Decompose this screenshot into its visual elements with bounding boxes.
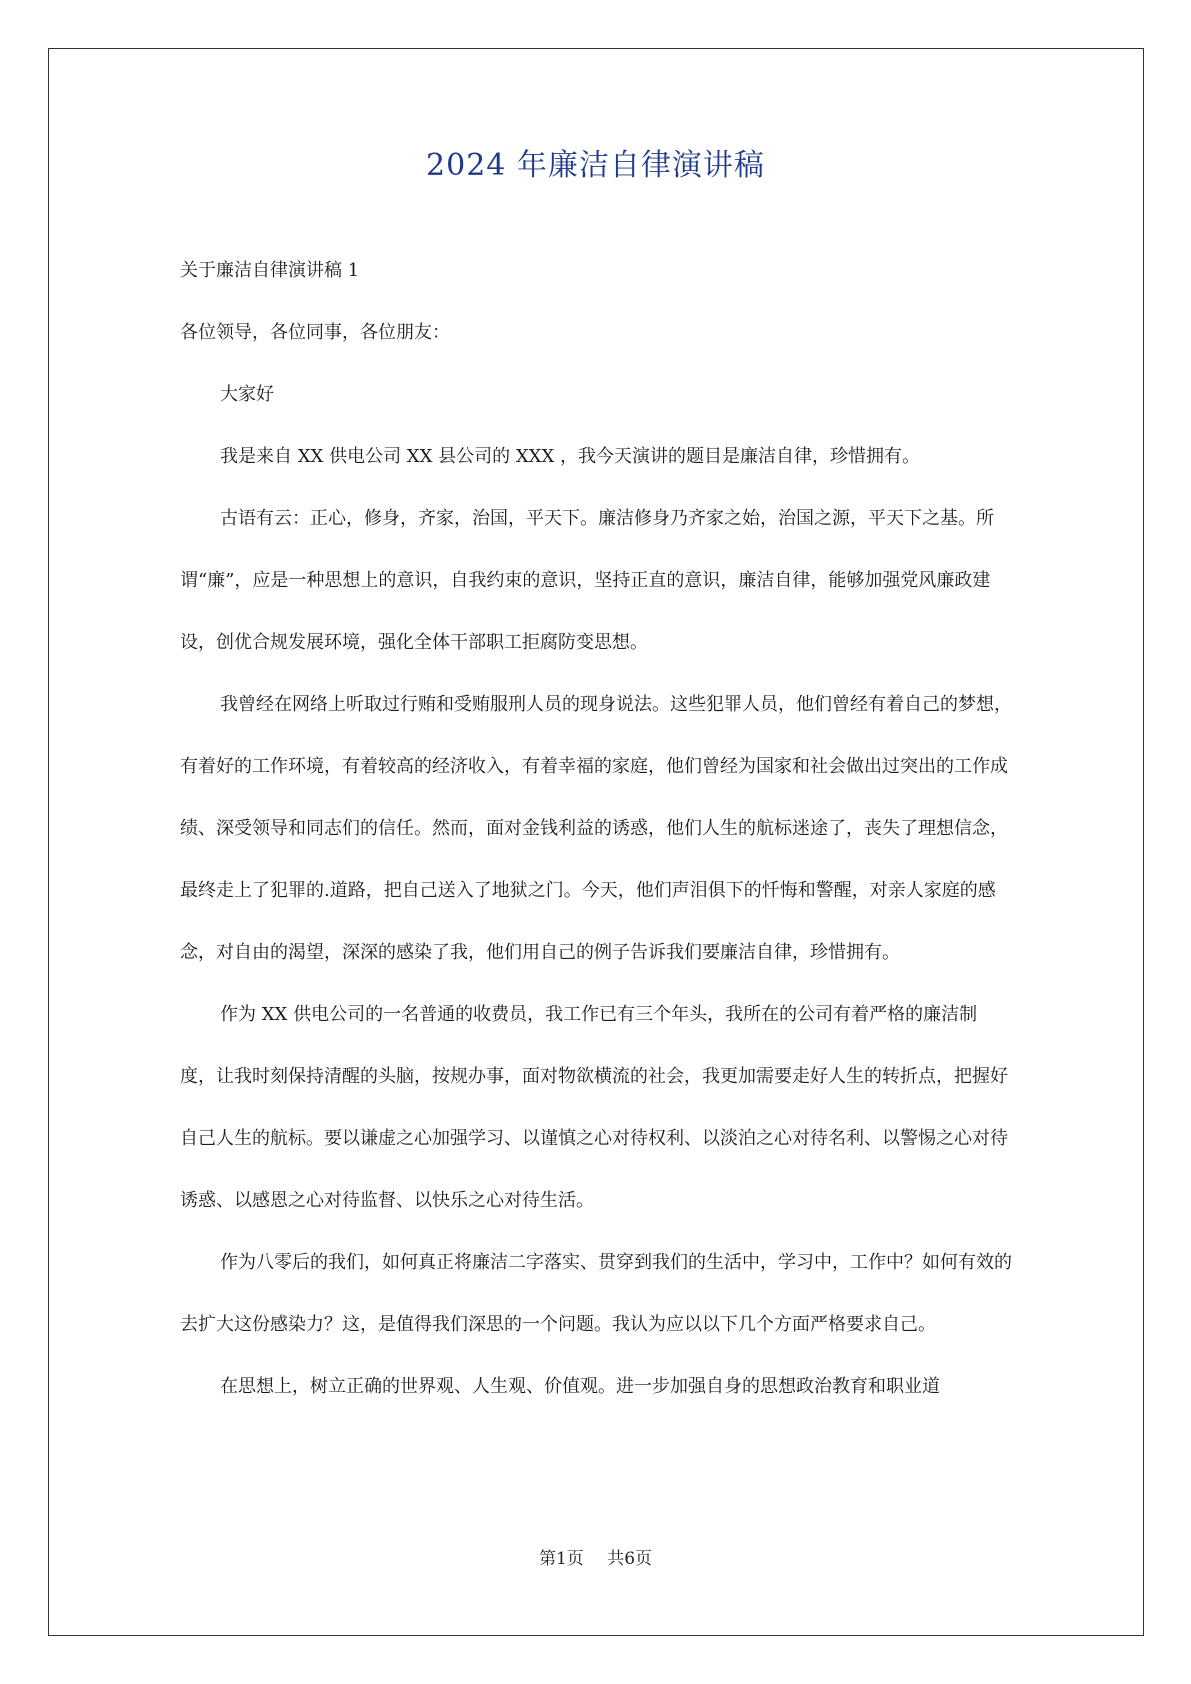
paragraph-introduction: 我是来自 XX 供电公司 XX 县公司的 XXX ，我今天演讲的题目是廉洁自律，珍惜拥有。 — [220, 446, 921, 467]
paragraph-ancient-saying: 古语有云：正心，修身，齐家，治国，平天下。廉洁修身乃齐家之始，治国之源，平天下之基。所谓“廉”，应是一种思想上的意识，自我约束的意识，坚持正直的意识，廉洁自律，能够加强党风廉政建设，创优合规发展环境，强化全体干部职工拒腐防变思想。 — [180, 508, 994, 653]
page-number: 第1页 — [538, 1549, 584, 1569]
page-footer — [0, 1544, 1191, 1569]
paragraph-thought: 在思想上，树立正确的世界观、人生观、价值观。进一步加强自身的思想政治教育和职业道 — [220, 1376, 940, 1397]
document-body — [180, 240, 1012, 1418]
paragraph-confessions: 我曾经在网络上听取过行贿和受贿服刑人员的现身说法。这些犯罪人员，他们曾经有着自己的梦想，有着好的工作环境，有着较高的经济收入，有着幸福的家庭，他们曾经为国家和社会做出过突出的工作成绩、深受领导和同志们的信任。然而，面对金钱利益的诱惑，他们人生的航标迷途了，丧失了理想信念，最终走上了犯罪的.道路，把自己送入了地狱之门。今天，他们声泪俱下的忏悔和警醒，对亲人家庭的感念，对自由的渴望，深深的感染了我，他们用自己的例子告诉我们要廉洁自律，珍惜拥有。 — [180, 694, 1012, 963]
paragraph-role: 作为 XX 供电公司的一名普通的收费员，我工作已有三个年头，我所在的公司有着严格的廉洁制度，让我时刻保持清醒的头脑，按规办事，面对物欲横流的社会，我更加需要走好人生的转折点，把握好自己人生的航标。要以谦虚之心加强学习、以谨慎之心对待权利、以淡泊之心对待名利、以警惕之心对待诱惑、以感恩之心对待监督、以快乐之心对待生活。 — [180, 1004, 1008, 1211]
document-title: 2024 年廉洁自律演讲稿 — [426, 148, 765, 183]
paragraph-generation: 作为八零后的我们，如何真正将廉洁二字落实、贯穿到我们的生活中，学习中，工作中？如何有效的去扩大这份感染力？这，是值得我们深思的一个问题。我认为应以以下几个方面严格要求自己。 — [180, 1252, 1012, 1335]
page-total: 共6页 — [607, 1549, 653, 1569]
document-subtitle: 关于廉洁自律演讲稿 1 — [180, 260, 360, 281]
paragraph-greeting: 大家好 — [220, 384, 274, 405]
salutation: 各位领导，各位同事，各位朋友： — [180, 322, 450, 343]
